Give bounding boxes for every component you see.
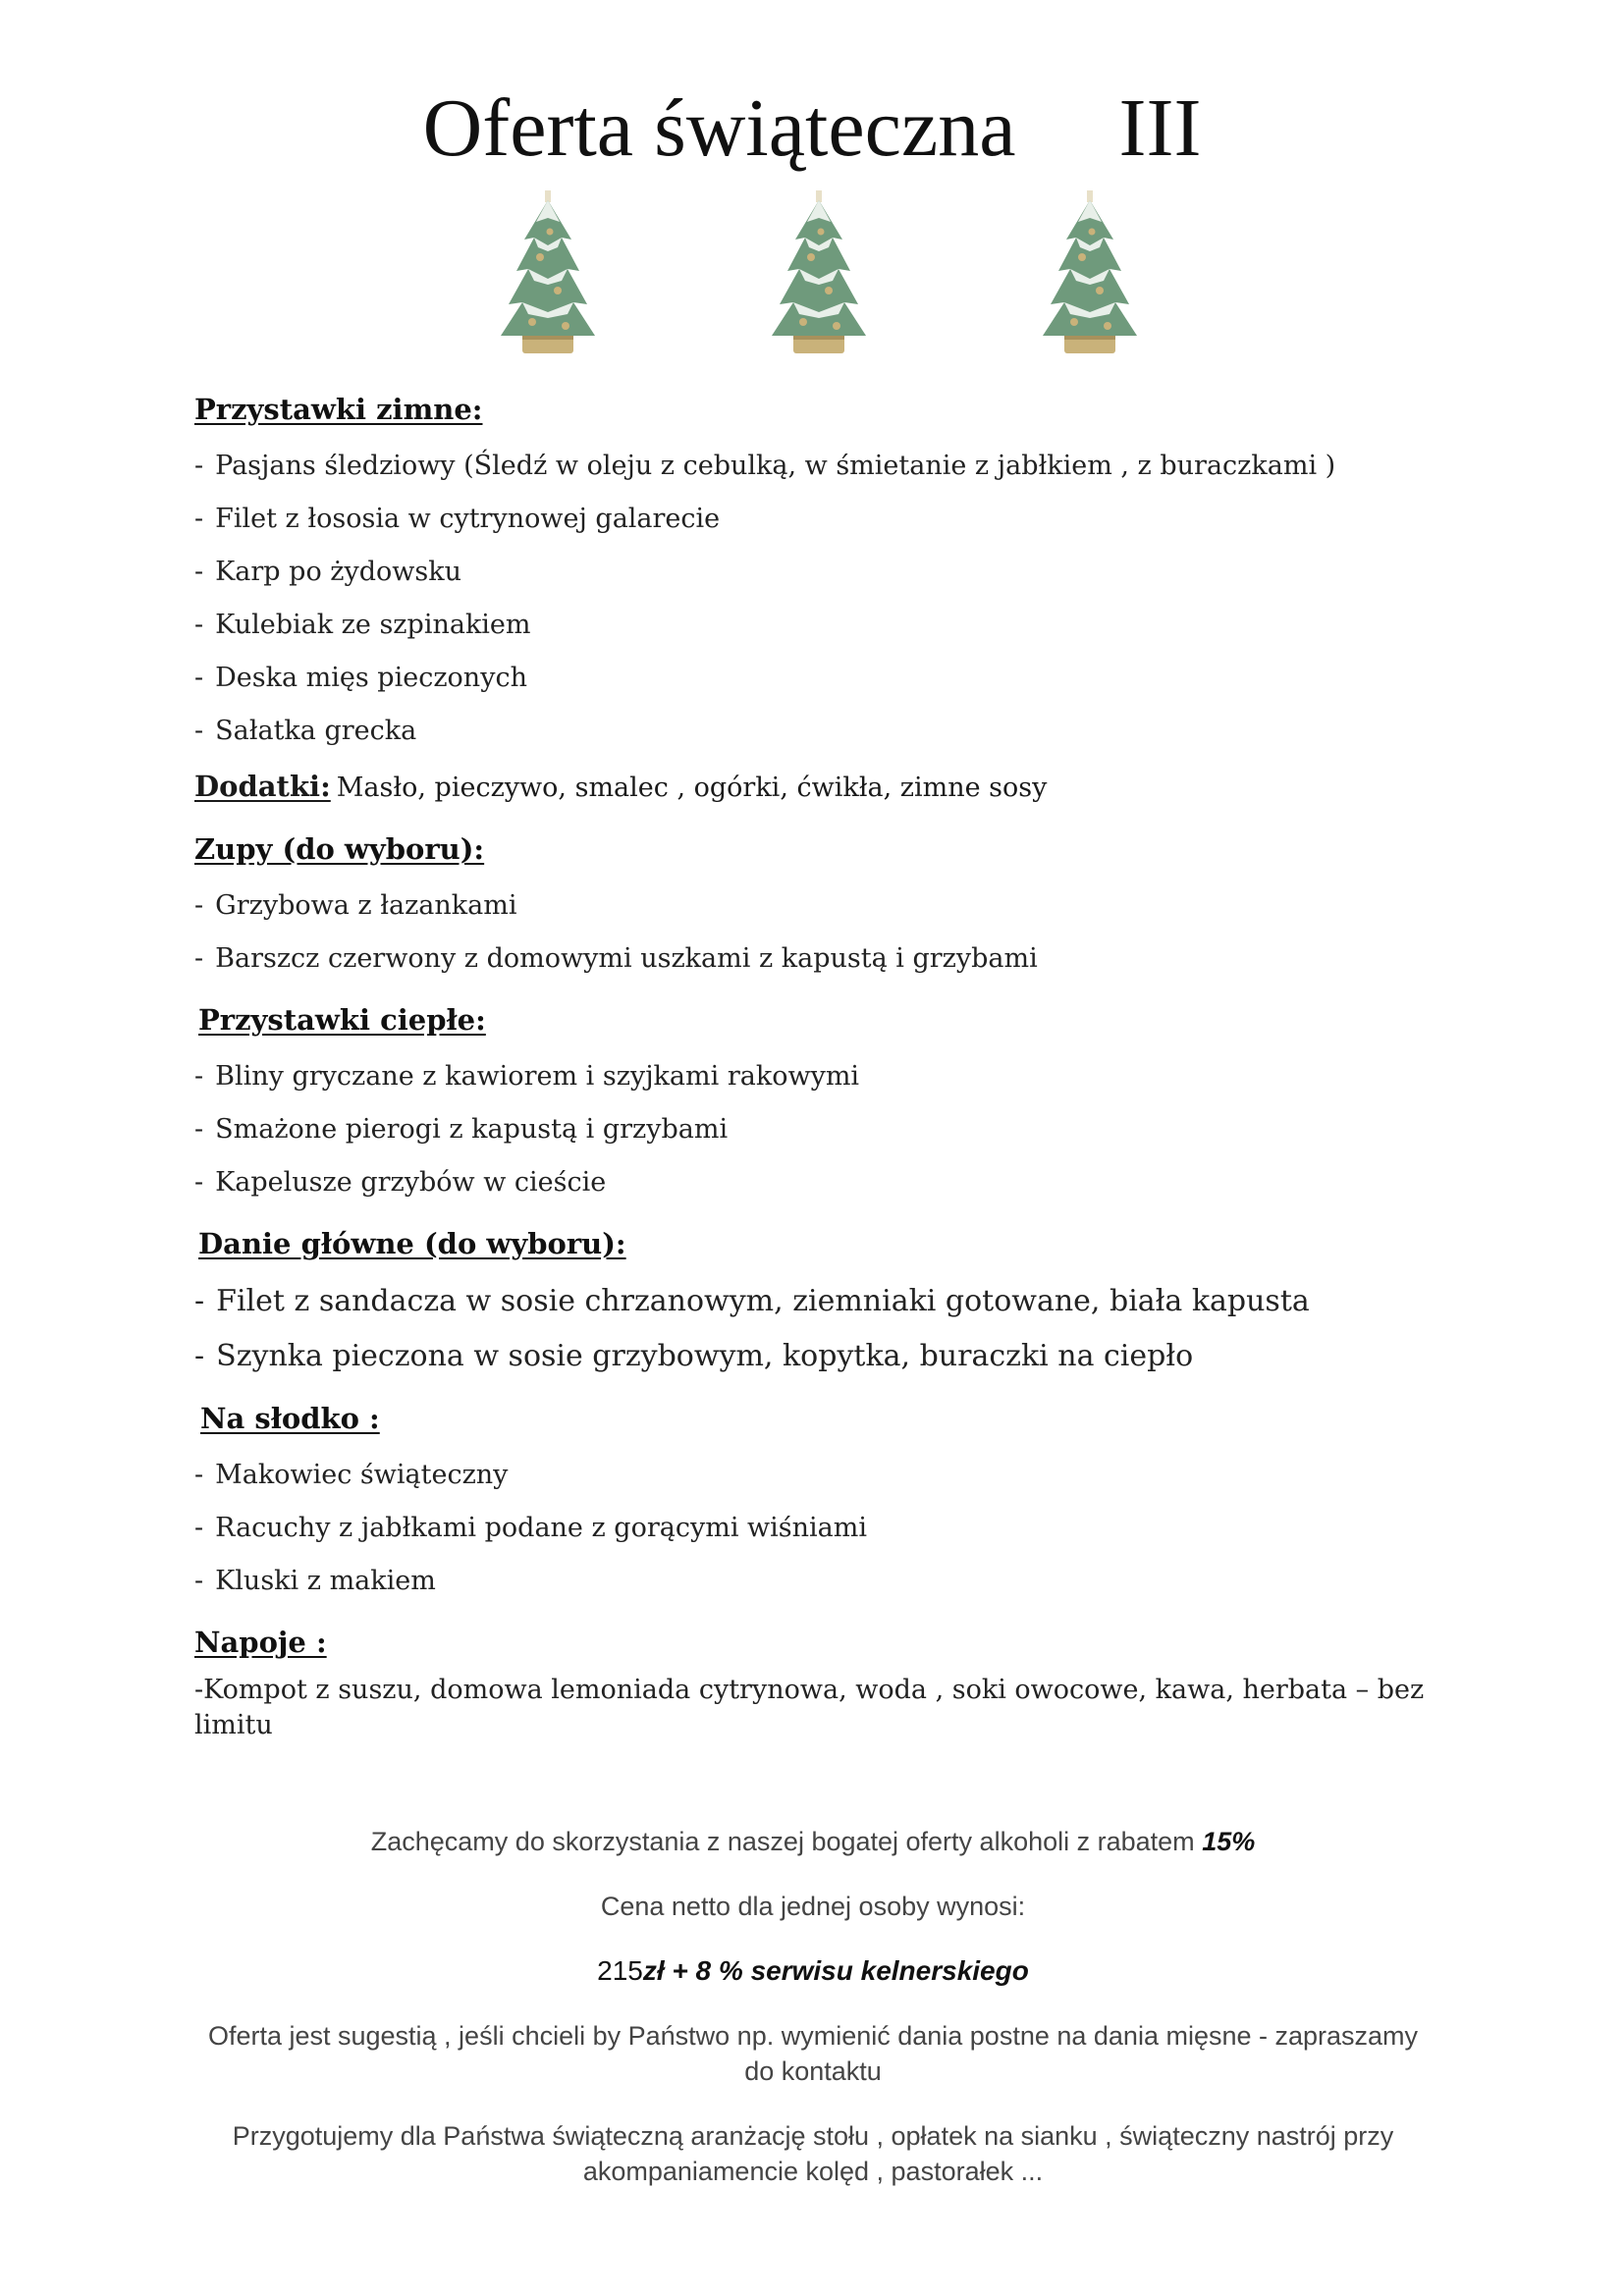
section-przystawki-zimne [194, 393, 1432, 815]
item-list [194, 1274, 1432, 1384]
offer-footer [194, 1824, 1432, 2218]
christmas-tree-icon [1031, 188, 1149, 365]
section-zupy [194, 832, 1432, 986]
suggestion-note: Oferta jest sugestią , jeśli chcieli by Państwo np. wymienić dania postne na dania mięsne - zapraszamy do kontaktu [207, 2021, 1419, 2086]
list-item: - Filet z sandacza w sosie chrzanowym, ziemniaki gotowane, biała kapusta [194, 1284, 1310, 1318]
section-na-slodko [194, 1402, 1432, 1608]
section-przystawki-cieple [194, 1003, 1432, 1209]
item-list [194, 1449, 1432, 1608]
alcohol-note: Zachęcamy do skorzystania z naszej bogatej oferty alkoholi z rabatem 15% [370, 1827, 1256, 1856]
dodatki-text: Masło, pieczywo, smalec , ogórki, ćwikła, zimne sosy [336, 773, 1048, 803]
list-item: - Kulebiak ze szpinakiem [194, 610, 531, 640]
item-list [194, 1050, 1432, 1209]
price-value: 215 [597, 1955, 643, 1986]
list-item: - Filet z łososia w cytrynowej galarecie [194, 504, 721, 534]
list-item: - Bliny gryczane z kawiorem i szyjkami rakowymi [194, 1061, 860, 1092]
item-list [194, 440, 1432, 758]
section-heading: Przystawki ciepłe: [198, 1003, 486, 1037]
list-item: - Racuchy z jabłkami podane z gorącymi wiśniami [194, 1513, 867, 1543]
list-item: - Grzybowa z łazankami [194, 890, 517, 921]
list-item: - Deska mięs pieczonych [194, 663, 527, 693]
dodatki-line [194, 760, 1432, 815]
page-title: Oferta świąteczna III [422, 82, 1202, 174]
section-danie-glowne [194, 1227, 1432, 1384]
list-item: - Kluski z makiem [194, 1566, 436, 1596]
list-item: - Szynka pieczona w sosie grzybowym, kopytka, buraczki na ciepło [194, 1339, 1194, 1373]
section-heading: Na słodko : [200, 1402, 380, 1435]
napoje-text: -Kompot z suszu, domowa lemoniada cytrynowa, woda , soki owocowe, kawa, herbata – bez limitu [194, 1675, 1425, 1740]
section-heading: Napoje : [194, 1626, 327, 1659]
section-heading: Przystawki zimne: [194, 393, 483, 426]
list-item: - Kapelusze grzybów w cieście [194, 1167, 607, 1198]
discount-value: 15% [1202, 1827, 1256, 1856]
price-suffix: zł + 8 % serwisu kelnerskiego [642, 1955, 1029, 1986]
decoration-note: Przygotujemy dla Państwa świąteczną aranżację stołu , opłatek na sianku , świąteczny nastrój przy akompaniamencie kolęd , pastorałek ... [232, 2121, 1394, 2186]
list-item: - Smażone pierogi z kapustą i grzybami [194, 1114, 729, 1145]
price-line [194, 1953, 1432, 1989]
list-item: - Sałatka grecka [194, 716, 417, 746]
section-heading: Danie główne (do wyboru): [198, 1227, 626, 1260]
dodatki-label: Dodatki: [194, 770, 331, 803]
section-napoje [194, 1626, 1432, 1743]
item-list [194, 880, 1432, 986]
list-item: - Pasjans śledziowy (Śledź w oleju z cebulką, w śmietanie z jabłkiem , z buraczkami ) [194, 451, 1336, 481]
list-item: - Barszcz czerwony z domowymi uszkami z kapustą i grzybami [194, 943, 1038, 974]
christmas-tree-icon [489, 188, 607, 365]
tree-decorations [0, 188, 1624, 365]
christmas-tree-icon [760, 188, 878, 365]
menu-content [194, 393, 1432, 1743]
price-label: Cena netto dla jednej osoby wynosi: [600, 1892, 1026, 1921]
list-item: - Karp po żydowsku [194, 557, 462, 587]
section-heading: Zupy (do wyboru): [194, 832, 485, 866]
list-item: - Makowiec świąteczny [194, 1460, 509, 1490]
